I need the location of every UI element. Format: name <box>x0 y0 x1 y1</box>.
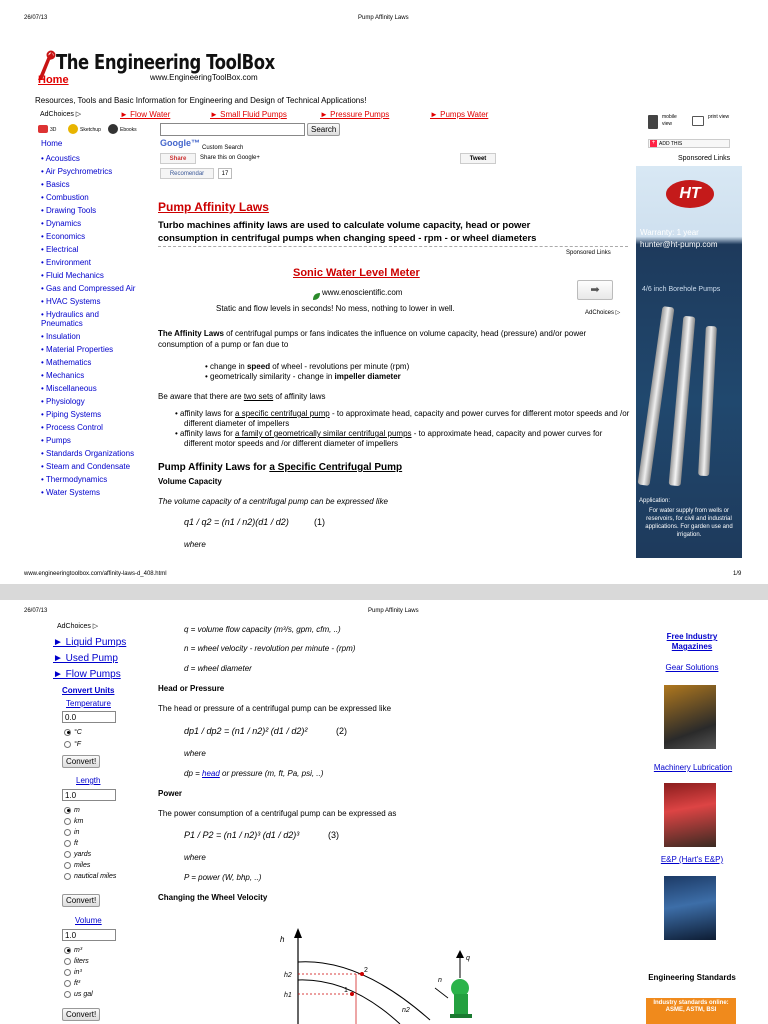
site-url: www.EngineeringToolBox.com <box>150 73 258 82</box>
d-definition: d = wheel diameter <box>184 664 252 673</box>
sidebar-item[interactable]: • Gas and Compressed Air <box>41 282 151 295</box>
sidebar-item[interactable]: • Air Psychrometrics <box>41 165 151 178</box>
article-lead: Turbo machines affinity laws are used to calculate volume capacity, head or power consumption in centrifugal pumps when changing speed - rpm - or wheel diameters <box>158 220 537 244</box>
volume-capacity-heading: Volume Capacity <box>158 477 222 486</box>
sidebar-item[interactable]: • Basics <box>41 178 151 191</box>
rotation-n-label: n <box>438 977 442 984</box>
volume-options <box>64 945 93 1000</box>
flow-pumps-link[interactable]: ► Flow Pumps <box>53 669 121 680</box>
print-page-2 <box>0 600 768 1024</box>
bullet-bold: impeller diameter <box>334 372 401 381</box>
bullet-item: • affinity laws for a family of geometrically similar centrifugal pumps - to approximate head, capacity and power curves for different motor speeds and /or different diameter of impellers <box>175 429 603 448</box>
bullet-text: of wheel - revolutions per minute (rpm) <box>270 362 410 371</box>
print-view-label[interactable]: print view <box>708 114 730 120</box>
radio-icon[interactable] <box>64 840 71 847</box>
temp-option-f[interactable] <box>64 739 81 750</box>
banner-warranty: Warranty: 1 year <box>640 228 699 237</box>
sidebar-item[interactable]: • Process Control <box>41 421 151 434</box>
option-label: nautical miles <box>74 873 117 880</box>
convert-temperature-button[interactable]: Convert! <box>62 755 100 768</box>
print-header-title: Pump Affinity Laws <box>358 15 409 21</box>
sidebar-item[interactable]: • Environment <box>41 256 151 269</box>
sidebar-item[interactable]: • Water Systems <box>41 486 151 499</box>
bullet-list-1 <box>205 362 409 382</box>
intro-paragraph <box>158 328 628 350</box>
print-date: 26/07/13 <box>24 15 48 21</box>
ep-link[interactable]: E&P (Hart's E&P) <box>660 855 724 864</box>
bullet-text: - to approximate head, capacity and power curves for different motor speeds and /or different diameter of impellers <box>184 429 603 448</box>
printer-icon[interactable] <box>692 116 704 126</box>
point-2-label: 2 <box>364 967 368 974</box>
plus-icon: + <box>651 140 656 146</box>
h1-label: h1 <box>284 992 292 999</box>
power-text: The power consumption of a centrifugal pump can be expressed as <box>158 809 397 818</box>
sidebar-item[interactable]: • Mechanics <box>41 369 151 382</box>
3d-icon[interactable] <box>38 125 48 133</box>
where-label: where <box>184 540 206 549</box>
radio-icon[interactable] <box>64 729 71 736</box>
point-1 <box>350 992 354 996</box>
option-label: in³ <box>74 969 82 976</box>
sidebar-item[interactable]: • Thermodynamics <box>41 473 151 486</box>
option-label: m <box>74 807 80 814</box>
h-axis-arrow-icon <box>294 928 302 938</box>
tagline: Resources, Tools and Basic Information for Engineering and Design of Technical Applications! <box>35 96 367 105</box>
machinery-lubrication-cover-image[interactable] <box>664 783 716 847</box>
gear-solutions-cover-image[interactable] <box>664 685 716 749</box>
banner-product: 4/6 inch Borehole Pumps <box>642 286 721 293</box>
gear-solutions-link[interactable]: Gear Solutions <box>665 663 719 672</box>
head-heading: Head or Pressure <box>158 684 225 693</box>
bullet-bold: speed <box>246 362 271 371</box>
home-link[interactable]: Home <box>38 74 69 86</box>
intro-rest: of centrifugal pumps or fans indicates the influence on volume capacity, head (pressure) and/or power consumption of a pump or fan due to <box>158 329 587 349</box>
formula-3: P1 / P2 = (n1 / n2)³ (d1 / d2)³ <box>184 830 300 840</box>
adchoices-label[interactable]: AdChoices ▷ <box>57 623 99 630</box>
volume-link[interactable]: Volume <box>75 916 102 925</box>
mobile-icon[interactable] <box>648 115 658 129</box>
google-plus-share-button[interactable]: Share <box>160 153 196 164</box>
sidebar-item[interactable]: • Dynamics <box>41 217 151 230</box>
sidebar-nav <box>41 152 151 499</box>
bullet-text: affinity laws for <box>180 409 236 418</box>
option-label: ft <box>74 840 78 847</box>
formula-1-number: (1) <box>314 517 325 527</box>
length-option[interactable] <box>64 871 116 882</box>
radio-icon[interactable] <box>64 851 71 858</box>
sidebar-item[interactable]: • Mathematics <box>41 356 151 369</box>
specific-pump-link[interactable]: a specific centrifugal pump <box>235 409 330 418</box>
convert-length-button[interactable]: Convert! <box>62 894 100 907</box>
addthis-label: ADD THIS <box>659 141 683 147</box>
section-heading-text: Pump Affinity Laws for <box>158 462 270 473</box>
footer-page-number: 1/9 <box>733 571 742 577</box>
radio-icon[interactable] <box>64 980 71 987</box>
logo-text: The Engineering ToolBox <box>56 50 275 74</box>
option-label: km <box>74 818 84 825</box>
sidebar-item[interactable]: • Physiology <box>41 395 151 408</box>
sketchup-label: Sketchup <box>80 127 101 133</box>
two-sets-link[interactable]: two sets <box>243 392 274 401</box>
bullet-item: • affinity laws for a specific centrifugal pump - to approximate head, capacity and power curves for different motor speeds and /or different diameter of impellers <box>175 409 630 428</box>
radio-icon[interactable] <box>64 991 71 998</box>
sidebar-item[interactable]: • Economics <box>41 230 151 243</box>
sketchup-icon[interactable] <box>68 124 78 134</box>
volume-text: The volume capacity of a centrifugal pump can be expressed like <box>158 497 388 506</box>
volume-option[interactable] <box>64 967 93 978</box>
recommend-button[interactable]: Recomendar <box>160 168 214 179</box>
sidebar-item[interactable]: • Steam and Condensate <box>41 460 151 473</box>
banner-application-title: Application: <box>639 498 671 504</box>
share-text: Share this on Google+ <box>200 155 260 161</box>
option-label: liters <box>74 958 89 965</box>
ad-link-pressure-pumps[interactable]: ► Pressure Pumps <box>320 110 390 119</box>
radio-icon[interactable] <box>64 829 71 836</box>
print-header-title: Pump Affinity Laws <box>368 608 419 614</box>
aware-text: Be aware that there are <box>158 392 244 401</box>
sidebar-item[interactable]: • HVAC Systems <box>41 295 151 308</box>
length-option[interactable] <box>64 816 116 827</box>
head-text: The head or pressure of a centrifugal pump can be expressed like <box>158 704 392 713</box>
ad-adchoices[interactable]: AdChoices ▷ <box>585 310 621 316</box>
ad-title[interactable]: Sonic Water Level Meter <box>293 267 420 279</box>
option-label: m³ <box>74 947 83 954</box>
sidebar-item[interactable]: • Piping Systems <box>41 408 151 421</box>
sponsored-label-right: Sponsored Links <box>678 155 731 162</box>
bullet-item: • change in speed of wheel - revolutions per minute (rpm) <box>205 362 410 371</box>
pump-image-1 <box>638 306 675 486</box>
sponsored-links: Sponsored Links <box>566 250 611 256</box>
addthis-button[interactable] <box>648 139 730 148</box>
volume-option[interactable] <box>64 989 93 1000</box>
sidebar-item[interactable]: • Hydraulics and Pneumatics <box>41 308 121 330</box>
radio-icon[interactable] <box>64 807 71 814</box>
pump-image-2 <box>669 316 696 486</box>
print-date: 26/07/13 <box>24 608 48 614</box>
dp-text: or pressure (m, ft, Pa, psi, ..) <box>219 769 324 778</box>
sidebar-item[interactable]: • Pumps <box>41 434 151 447</box>
option-label: ft³ <box>74 980 81 987</box>
length-input[interactable]: 1.0 <box>62 789 116 801</box>
tweet-button[interactable]: Tweet <box>460 153 496 164</box>
mobile-view-label[interactable]: mobile view <box>662 114 677 127</box>
length-option[interactable] <box>64 827 116 838</box>
sidebar-item[interactable]: • Combustion <box>41 191 151 204</box>
ad-link-pumps-water[interactable]: ► Pumps Water <box>430 110 489 119</box>
bullet-list-2 <box>175 409 630 449</box>
banner-email: hunter@ht-pump.com <box>640 240 718 249</box>
machinery-lubrication-link[interactable]: Machinery Lubrication <box>653 763 733 772</box>
sidebar-item[interactable]: • Material Properties <box>41 343 151 356</box>
temp-option-c[interactable] <box>64 727 82 738</box>
radio-icon[interactable] <box>64 969 71 976</box>
sidebar-home[interactable]: Home <box>41 139 63 148</box>
n-definition: n = wheel velocity - revolution per minute - (rpm) <box>184 644 356 653</box>
point-1-label: 1 <box>344 987 348 994</box>
section-heading-link[interactable]: a Specific Centrifugal Pump <box>269 462 403 473</box>
n2-label: n2 <box>402 1007 410 1014</box>
volume-input[interactable]: 1.0 <box>62 929 116 941</box>
3d-label: 3D <box>50 127 57 133</box>
length-option[interactable] <box>64 838 116 849</box>
leaf-icon <box>312 288 321 297</box>
radio-icon[interactable] <box>64 741 71 748</box>
engineering-standards-heading: Engineering Standards <box>648 973 736 982</box>
adchoices-label[interactable]: AdChoices ▷ <box>40 111 82 118</box>
arrow-right-icon[interactable]: ➡ <box>577 280 613 300</box>
volume-option[interactable] <box>64 945 93 956</box>
h2-label: h2 <box>284 972 292 979</box>
q-definition: q = volume flow capacity (m³/s, gpm, cfm, ..) <box>184 625 341 634</box>
sidebar-item[interactable]: • Miscellaneous <box>41 382 151 395</box>
sidebar-item[interactable]: • Standards Organizations <box>41 447 151 460</box>
free-magazines-link[interactable]: Free Industry Magazines <box>666 632 718 651</box>
option-label: us gal <box>74 991 93 998</box>
option-label: °C <box>74 729 82 736</box>
option-label: in <box>74 829 80 836</box>
family-pumps-link[interactable]: a family of geometrically similar centrifugal pumps <box>235 429 412 438</box>
ad-link-small-fluid-pumps[interactable]: ► Small Fluid Pumps <box>210 110 287 119</box>
option-label: yards <box>74 851 92 858</box>
footer-url: www.engineeringtoolbox.com/affinity-laws-d_408.html <box>24 571 167 577</box>
temperature-input[interactable]: 0.0 <box>62 711 116 723</box>
formula-3-number: (3) <box>328 830 339 840</box>
aware-text: of affinity laws <box>273 392 326 401</box>
radio-icon[interactable] <box>64 958 71 965</box>
ep-cover-image[interactable] <box>664 876 716 940</box>
used-pump-link[interactable]: ► Used Pump <box>53 653 118 664</box>
ad-link-flow-water[interactable]: ► Flow Water <box>120 110 171 119</box>
bullet-text: affinity laws for <box>180 429 236 438</box>
recommend-count: 17 <box>218 168 232 179</box>
liquid-pumps-link[interactable]: ► Liquid Pumps <box>53 637 127 648</box>
bullet-text: - to approximate head, capacity and power curves for different motor speeds and /or different diameter of impellers <box>184 409 630 428</box>
length-option[interactable] <box>64 860 116 871</box>
google-brand: Google™ <box>160 138 200 148</box>
search-input[interactable] <box>160 123 305 136</box>
length-option[interactable] <box>64 849 116 860</box>
volume-option[interactable] <box>64 978 93 989</box>
bullet-item: • geometrically similarity - change in impeller diameter <box>205 372 401 381</box>
banner-brand-logo: HT <box>666 180 714 208</box>
radio-icon[interactable] <box>64 873 71 880</box>
convert-units-heading[interactable]: Convert Units <box>62 686 115 695</box>
bullet-text: geometrically similarity - change in <box>210 372 335 381</box>
sidebar-item[interactable]: • Insulation <box>41 330 151 343</box>
sidebar-item[interactable]: • Fluid Mechanics <box>41 269 151 282</box>
dp-text: dp = <box>184 769 203 778</box>
power-heading: Power <box>158 789 183 798</box>
q-label: q <box>466 955 470 962</box>
ebooks-label: Ebooks <box>120 127 137 133</box>
temperature-link[interactable]: Temperature <box>66 699 111 708</box>
formula-2: dp1 / dp2 = (n1 / n2)² (d1 / d2)² <box>184 726 308 736</box>
dp-definition <box>184 769 323 778</box>
pump-curve-diagram <box>280 928 480 1024</box>
custom-search-label: Custom Search <box>202 145 244 151</box>
option-label: miles <box>74 862 91 869</box>
divider <box>158 246 628 247</box>
radio-icon[interactable] <box>64 947 71 954</box>
where-label: where <box>184 749 206 758</box>
length-link[interactable]: Length <box>76 776 101 785</box>
search-button[interactable]: Search <box>307 123 340 136</box>
ad-url[interactable]: www.enoscientific.com <box>322 288 403 297</box>
formula-2-number: (2) <box>336 726 347 736</box>
ebooks-icon[interactable] <box>108 124 118 134</box>
banner-application-text: For water supply from wells or reservoirs, for civil and industrial applications. For garden use and irrigation. <box>645 508 733 538</box>
radio-icon[interactable] <box>64 818 71 825</box>
where-label: where <box>184 853 206 862</box>
convert-volume-button[interactable]: Convert! <box>62 1008 100 1021</box>
sidebar-item[interactable]: • Drawing Tools <box>41 204 151 217</box>
section-heading <box>158 462 402 473</box>
h-label: h <box>280 935 285 944</box>
intro-bold: The Affinity Laws <box>158 329 224 338</box>
formula-1: q1 / q2 = (n1 / n2)(d1 / d2) <box>184 517 289 527</box>
aware-paragraph <box>158 392 326 401</box>
radio-icon[interactable] <box>64 862 71 869</box>
volume-option[interactable] <box>64 956 93 967</box>
length-option[interactable] <box>64 805 116 816</box>
changing-velocity-heading: Changing the Wheel Velocity <box>158 893 268 902</box>
bullet-text: change in <box>210 362 247 371</box>
pump-image-3 <box>698 326 717 476</box>
head-link[interactable]: head <box>202 769 220 778</box>
sidebar-item[interactable]: • Acoustics <box>41 152 151 165</box>
sidebar-item[interactable]: • Electrical <box>41 243 151 256</box>
banner-ad[interactable] <box>636 166 742 558</box>
length-options <box>64 805 116 882</box>
article-title: Pump Affinity Laws <box>158 200 269 214</box>
ad-description: Static and flow levels in seconds! No mess, nothing to lower in well. <box>216 304 455 313</box>
option-label: °F <box>74 741 82 748</box>
p-definition: P = power (W, bhp, ..) <box>184 873 262 882</box>
standards-badge[interactable]: Industry standards online: ASME, ASTM, BSI <box>646 998 736 1024</box>
